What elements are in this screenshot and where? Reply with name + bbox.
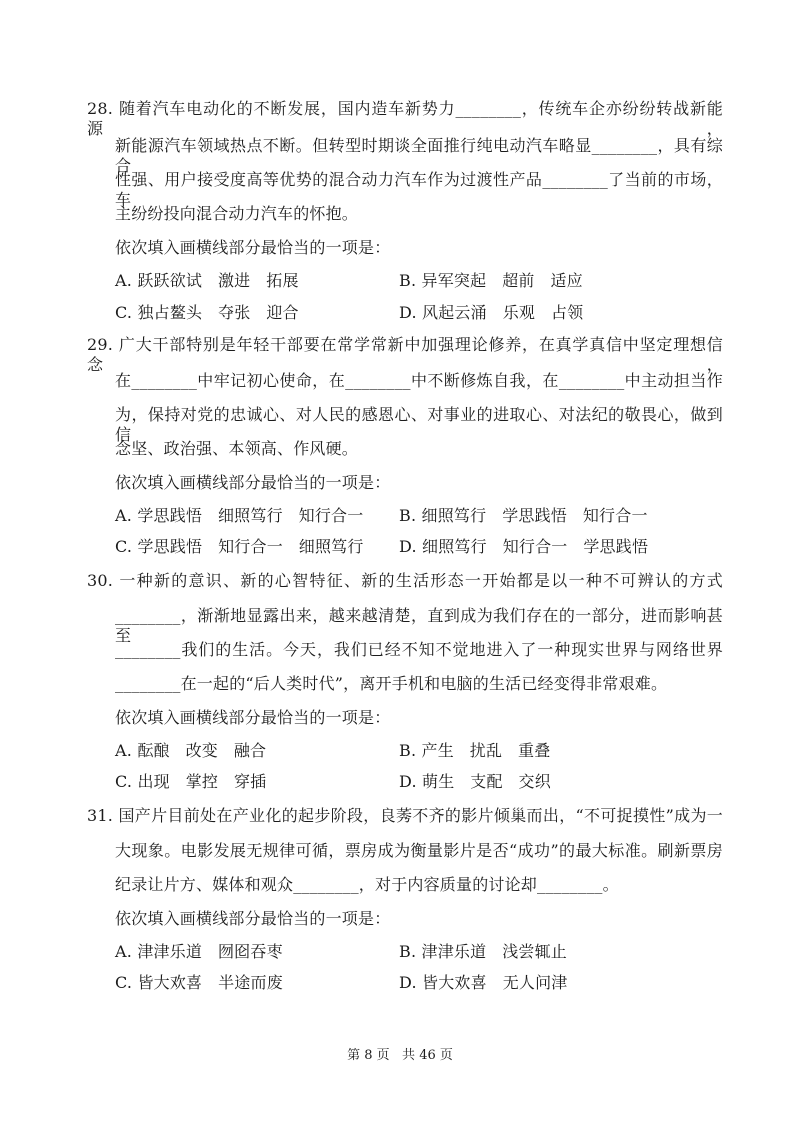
question-text-line: 纪录让片方、媒体和观众________，对于内容质量的讨论却________。: [115, 875, 619, 894]
option-d: D. 细照笃行 知行合一 学思践悟: [399, 537, 649, 556]
option-b: B. 细照笃行 学思践悟 知行合一: [399, 506, 648, 525]
question-text-line: 31. 国产片目前处在产业化的起步阶段，良莠不齐的影片倾巢而出，“不可捉摸性”成为一: [87, 806, 723, 825]
option-c: C. 皆大欢喜 半途而废: [115, 973, 283, 992]
option-d: D. 萌生 支配 交织: [399, 772, 551, 791]
question-text-line: 性强、用户接受度高等优势的混合动力汽车作为过渡性产品________了当前的市场，车: [115, 170, 723, 209]
option-b: B. 异军突起 超前 适应: [399, 271, 583, 290]
instruction-text: 依次填入画横线部分最恰当的一项是：: [115, 708, 391, 727]
question-text-line: 大现象。电影发展无规律可循，票房成为衡量影片是否“成功”的最大标准。刷新票房: [115, 841, 723, 860]
question-text-line: ________我们的生活。今天，我们已经不知不觉地进入了一种现实世界与网络世界: [115, 640, 723, 659]
option-a: A. 学思践悟 细照笃行 知行合一: [115, 506, 364, 525]
option-d: D. 风起云涌 乐观 占领: [399, 303, 584, 322]
question-text-line: 新能源汽车领域热点不断。但转型时期谈全面推行纯电动汽车略显________，具有综合: [115, 136, 723, 175]
page-footer: 第 8 页 共 46 页: [347, 1048, 453, 1063]
option-c: C. 学思践悟 知行合一 细照笃行: [115, 537, 364, 556]
question-text-line: 在________中牢记初心使命，在________中不断修炼自我，在________中主动担当作: [115, 371, 723, 390]
question-text-line: 30. 一种新的意识、新的心智特征、新的生活形态一开始都是以一种不可辨认的方式: [87, 571, 723, 590]
option-a: A. 跃跃欲试 激进 拓展: [115, 271, 299, 290]
instruction-text: 依次填入画横线部分最恰当的一项是：: [115, 909, 391, 928]
option-b: B. 产生 扰乱 重叠: [399, 741, 551, 760]
option-d: D. 皆大欢喜 无人问津: [399, 973, 568, 992]
question-text-line: ________，渐渐地显露出来，越来越清楚，直到成为我们存在的一部分，进而影响甚至: [115, 606, 723, 645]
instruction-text: 依次填入画横线部分最恰当的一项是：: [115, 238, 391, 257]
option-a: A. 津津乐道 囫囵吞枣: [115, 942, 283, 961]
question-text-line: 为，保持对党的忠诚心、对人民的感恩心、对事业的进取心、对法纪的敬畏心，做到信: [115, 405, 723, 444]
question-text-line: ________在一起的“后人类时代”，离开手机和电脑的生活已经变得非常艰难。: [115, 674, 668, 693]
option-c: C. 独占鳌头 夺张 迎合: [115, 303, 299, 322]
question-text-line: 28. 随着汽车电动化的不断发展，国内造车新势力________，传统车企亦纷纷转战新能源，: [87, 99, 723, 138]
option-b: B. 津津乐道 浅尝辄止: [399, 942, 567, 961]
question-text-line: 主纷纷投向混合动力汽车的怀抱。: [115, 204, 359, 223]
option-c: C. 出现 掌控 穿插: [115, 772, 267, 791]
question-text-line: 29. 广大干部特别是年轻干部要在常学常新中加强理论修养，在真学真信中坚定理想信念，: [87, 335, 723, 374]
option-a: A. 酝酿 改变 融合: [115, 741, 267, 760]
instruction-text: 依次填入画横线部分最恰当的一项是：: [115, 473, 391, 492]
question-text-line: 念坚、政治强、本领高、作风硬。: [115, 439, 359, 458]
